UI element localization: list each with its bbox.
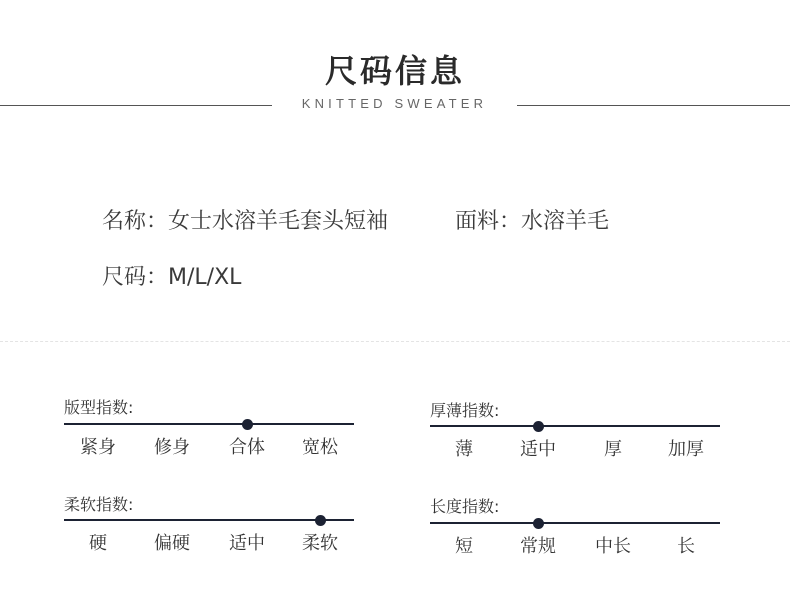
meter-track	[64, 423, 354, 425]
meter-marker	[242, 419, 253, 430]
product-name: 名称：女士水溶羊毛套头短袖	[102, 209, 389, 234]
page-title: 尺码信息	[324, 52, 465, 90]
product-fabric: 面料：水溶羊毛	[455, 209, 610, 234]
page-subtitle: KNITTED SWEATER	[301, 96, 488, 111]
meter-track	[64, 519, 354, 521]
section-divider	[0, 341, 790, 342]
meter-option: 中长	[595, 536, 631, 557]
meter-option: 修身	[154, 437, 190, 458]
meter-option: 偏硬	[154, 533, 190, 554]
meter-option: 柔软	[302, 533, 338, 554]
meter-marker	[315, 515, 326, 526]
meter-option: 薄	[455, 439, 473, 460]
meter-option: 短	[455, 536, 473, 557]
divider-left	[0, 105, 272, 106]
meter-option: 加厚	[668, 439, 704, 460]
divider-right	[517, 105, 790, 106]
meter-option: 硬	[89, 533, 107, 554]
meter-option: 宽松	[302, 437, 338, 458]
meter-label: 柔软指数:	[64, 495, 134, 514]
subtitle-row	[0, 96, 790, 114]
meter-option: 厚	[604, 439, 622, 460]
meter-option: 紧身	[80, 437, 116, 458]
meter-track	[430, 425, 720, 427]
meter-marker	[533, 421, 544, 432]
meter-option: 常规	[520, 536, 556, 557]
product-size: 尺码：M/L/XL	[102, 265, 242, 290]
meter-label: 版型指数:	[64, 398, 134, 417]
meter-label: 厚薄指数:	[430, 401, 500, 420]
meter-track	[430, 522, 720, 524]
meter-option: 适中	[229, 533, 265, 554]
meter-option: 合体	[229, 437, 265, 458]
meter-option: 长	[677, 536, 695, 557]
meter-marker	[533, 518, 544, 529]
meter-option: 适中	[520, 439, 556, 460]
meter-label: 长度指数:	[430, 497, 500, 516]
